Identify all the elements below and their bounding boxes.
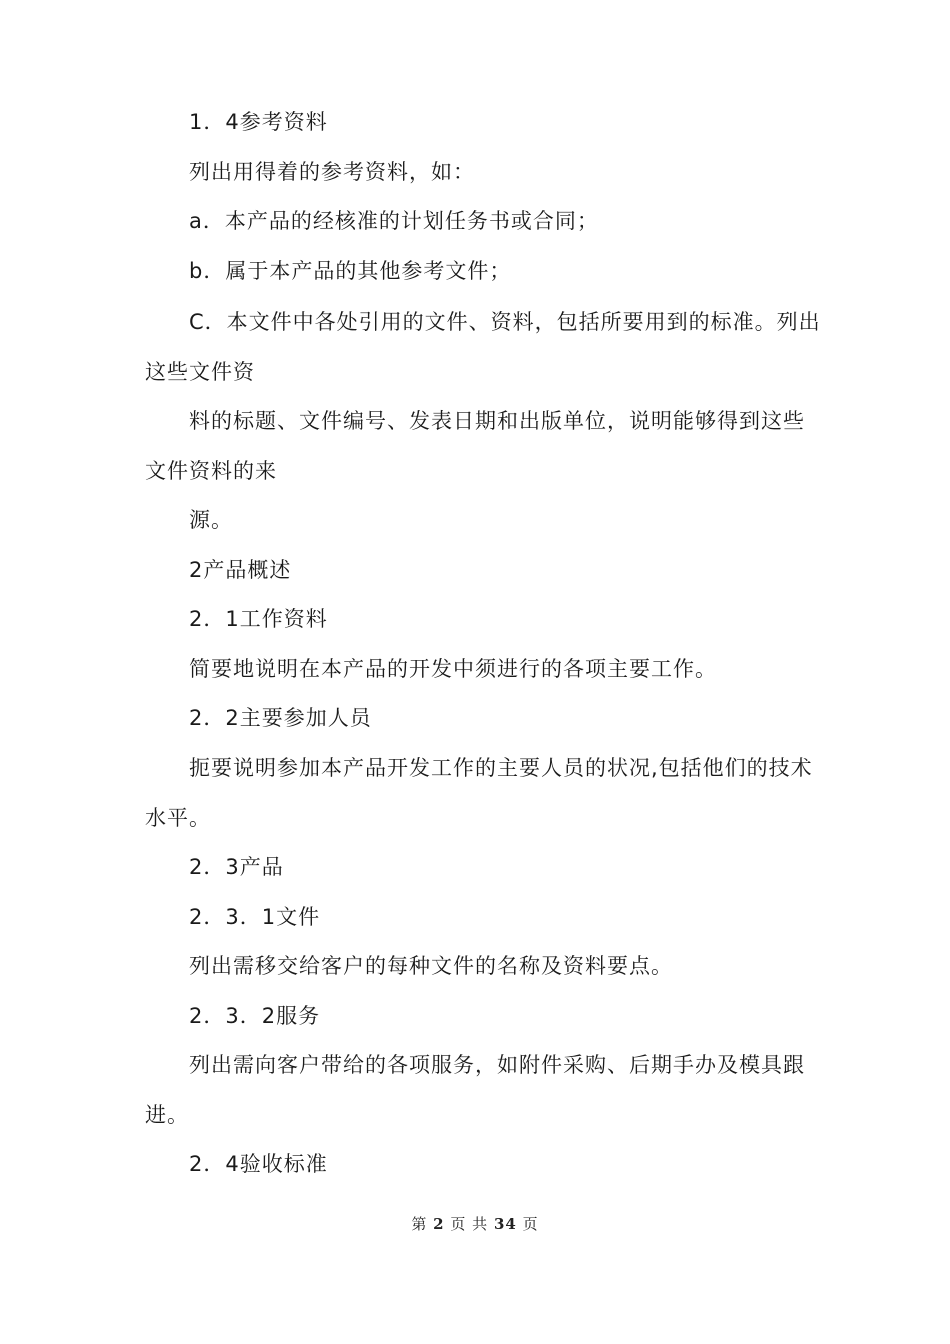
section-heading-2-2: 2．2主要参加人员 xyxy=(189,706,372,730)
section-heading-2: 2产品概述 xyxy=(189,558,292,582)
footer-total-pages: 34 xyxy=(493,1215,517,1233)
list-item-c: C．本文件中各处引用的文件、资料，包括所要用到的标准。列出这些文件资 xyxy=(145,310,821,384)
body-paragraph: 简要地说明在本产品的开发中须进行的各项主要工作。 xyxy=(189,657,717,681)
section-heading-2-3: 2．3产品 xyxy=(189,855,284,879)
list-item-a: a．本产品的经核准的计划任务书或合同； xyxy=(189,209,599,233)
body-paragraph: 列出用得着的参考资料，如： xyxy=(189,160,475,184)
footer-middle: 页 共 xyxy=(450,1215,489,1233)
section-heading-2-3-1: 2．3．1文件 xyxy=(189,905,321,929)
page-footer xyxy=(0,1213,950,1234)
list-item-c-continued: 料的标题、文件编号、发表日期和出版单位，说明能够得到这些文件资料的来 xyxy=(145,409,805,483)
footer-suffix: 页 xyxy=(522,1215,539,1233)
section-heading-2-4: 2．4验收标准 xyxy=(189,1152,328,1176)
body-paragraph: 列出需向客户带给的各项服务，如附件采购、后期手办及模具跟进。 xyxy=(145,1053,805,1127)
section-heading-2-3-2: 2．3．2服务 xyxy=(189,1004,321,1028)
list-item-c-end: 源。 xyxy=(189,508,233,532)
body-paragraph: 扼要说明参加本产品开发工作的主要人员的状况,包括他们的技术水平。 xyxy=(145,756,813,830)
body-paragraph: 列出需移交给客户的每种文件的名称及资料要点。 xyxy=(189,954,673,978)
footer-current-page: 2 xyxy=(433,1215,445,1233)
footer-prefix: 第 xyxy=(411,1215,428,1233)
list-item-b: b．属于本产品的其他参考文件； xyxy=(189,259,512,283)
section-heading-1-4: 1．4参考资料 xyxy=(189,110,328,134)
section-heading-2-1: 2．1工作资料 xyxy=(189,607,328,631)
